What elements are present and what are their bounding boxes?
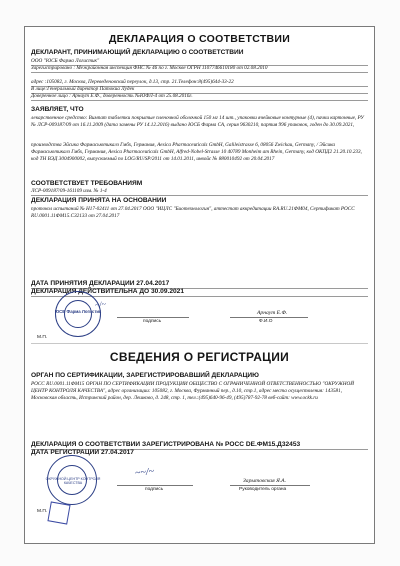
basis-heading: ДЕКЛАРАЦИЯ ПРИНЯТА НА ОСНОВАНИИ <box>31 197 167 204</box>
applicant-line-5: Доверенное лицо : Арнаут Е.Ф., доверенность №ЮФЛ-4 от 25.08.2016г. <box>31 93 368 101</box>
registration-stamp <box>45 455 101 505</box>
registration-org-heading: ОРГАН ПО СЕРТИФИКАЦИИ, ЗАРЕГИСТРИРОВАВШИЙ ДЕКЛАРАЦИЮ <box>31 372 259 379</box>
applicant-line-4: В лице:Генеральный директор Патокиа Лудек <box>31 86 368 94</box>
applicant-heading: ДЕКЛАРАНТ, ПРИНИМАЮЩИЙ ДЕКЛАРАЦИЮ О СООТВЕТСТВИИ <box>31 49 244 56</box>
registration-signature: ~~/~ <box>134 466 155 479</box>
fio-caption: Ф.И.О <box>259 319 273 324</box>
registration-stamp-text: ОКРУЖНОЙ ЦЕНТР КОНТРОЛЯ КАЧЕСТВА <box>45 477 101 485</box>
declarant-signature: ~/~ <box>94 299 107 310</box>
registration-signature-caption: подпись <box>145 487 164 492</box>
claim-heading: ЗАЯВЛЯЕТ, ЧТО <box>31 106 84 113</box>
valid-until: ДЕКЛАРАЦИЯ ДЕЙСТВИТЕЛЬНА ДО 30.09.2021 <box>31 288 368 297</box>
registration-org-text: РОСС RU.0001.11ФМ15 ОРГАН ПО СЕРТИФИКАЦИИ ПРОДУКЦИИ ОБЩЕСТВО С ОГРАНИЧЕННОЙ ОТВЕТСТВЕННОСТЬЮ "ОКРУЖНОЙ ЦЕНТР КОНТРОЛЯ КАЧЕСТВА", адрес организации: 105082, г. Москва, Фурманный пер., д.10, стр.1, адрес места осуществления: 143581, Московская область, Истринский район, дер. Лешково, д. 248, стр. 1, тел.:(495)640-96-49, (495)787-92-78 веб-сайт: www.ockk.ru <box>31 381 354 401</box>
registration-seal <box>47 501 70 524</box>
registration-name-line <box>230 485 310 486</box>
basis-text: протокол испытаний № Н17-02411 от 27.04.2017 ООО "ИЦЛС "Биотехнология", аттестат аккредитации RA.RU.21ФМ04, Сертификат РОСС RU.0001.11ФМ15.C32133 от 27.04.2017 <box>31 206 355 219</box>
registration-number: ДЕКЛАРАЦИЯ О СООТВЕТСТВИИ ЗАРЕГИСТРИРОВАНА № РОСС DE.ФМ15.Д32453 <box>31 441 368 450</box>
applicant-line-2: Зарегистрировано : Межрайонная инспекция ФНС № 46 по г. Москве ОГРН 1107746610180 от 02.08.2010 <box>31 65 368 73</box>
registration-signature-line <box>117 485 193 486</box>
date-accepted: ДАТА ПРИНЯТИЯ ДЕКЛАРАЦИИ 27.04.2017 <box>31 280 368 289</box>
declarant-signature-caption: подпись <box>143 319 162 324</box>
registration-date: ДАТА РЕГИСТРАЦИИ 27.04.2017 <box>31 449 134 456</box>
declarant-signer-name: Арнаут Е.Ф. <box>257 310 288 316</box>
signature-line <box>117 317 189 318</box>
declaration-frame <box>24 26 375 544</box>
requirements-heading: СООТВЕТСТВУЕТ ТРЕБОВАНИЯМ <box>31 180 143 187</box>
registration-mp: М.П. <box>37 509 48 514</box>
registration-title: СВЕДЕНИЯ О РЕГИСТРАЦИИ <box>109 350 290 364</box>
registration-signer-name: Зарытовская Я.А. <box>243 478 286 484</box>
section-divider <box>31 343 368 344</box>
name-line <box>230 317 308 318</box>
declarant-mp: М.П. <box>37 335 48 340</box>
registration-head-caption: Руководитель органа <box>239 487 287 492</box>
applicant-line-3: адрес :105082, г. Москва, Переведеновский переулок, д.13, стр. 21.Телефон:8(495)644-33-22 <box>31 79 368 87</box>
declarant-stamp <box>55 291 101 337</box>
declaration-title: ДЕКЛАРАЦИЯ О СООТВЕТСТВИИ <box>108 33 291 45</box>
declarant-stamp-text: ЮСБ Фарма Логистик <box>54 309 102 314</box>
claim-text-1: лекарственное средство: Вимпат таблетки покрытые пленочной оболочкой 150 мг 14 шт., упаковки ячейковые контурные (4), пачки картонные, РУ № ЛСР-009187/09 от 16.11.2009 (дата замены РУ 14.12.2016) выдано ЮСБ Фарма СА, серия 9630210, партия 996 упаковок, годен до 30.09.2021, <box>31 115 364 128</box>
claim-text-2: производства Эйсика Фармасьютикалз Гмбх, Германия, Aesica Pharmaceuticals GmbH, Galileistrasse 6, 08056 Zwickau, Germany, / Эйсика Фармасьютикалз Гмбх, Германия, Aesica Pharmaceuticals GmbH, Alfred-Nobel-Strasse 10 40789 Monheim am Rhein, Germany, код ОКПД2 21.20.10.233, код ТН ВЭД 3004900002, выпускаемый по LOG/RU/SP/2011 от 14.01.2011, инвойс № 880010492 от 20.04.2017 <box>31 142 362 162</box>
requirements-text: ЛСР-009187/09-161109 изм. № 1-4 <box>31 188 368 196</box>
applicant-line-1: ООО "ЮСБ Фарма Логистик" <box>31 58 368 66</box>
